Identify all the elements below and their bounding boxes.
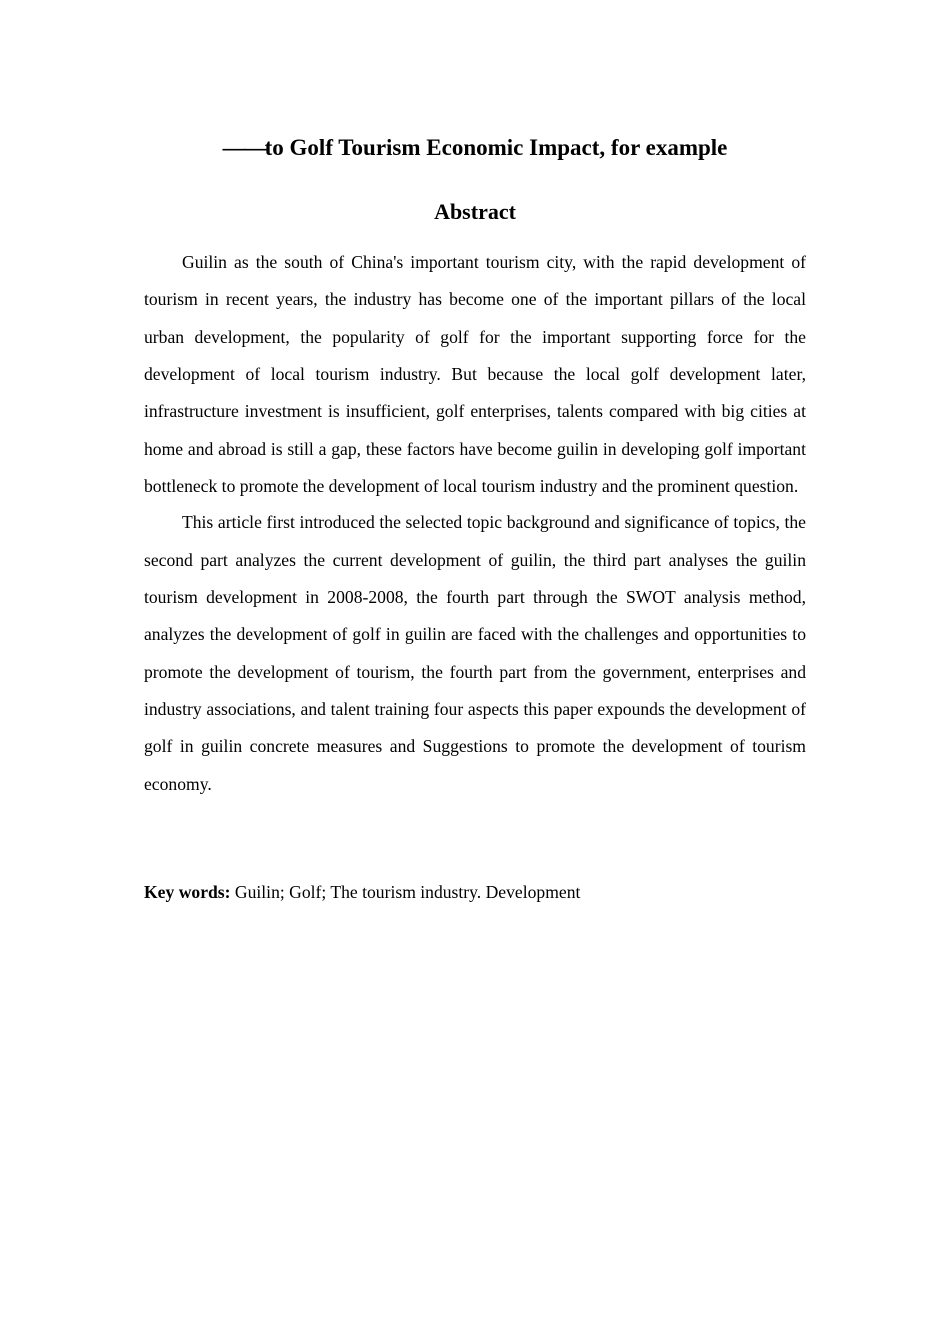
abstract-paragraph-2: This article first introduced the selected topic background and significance of topics, the second part analyzes the current development of guilin, the third part analyses the guilin tourism development in 2008-2008, the fourth part through the SWOT analysis method, analyzes the development of golf in guilin are faced with the challenges and opportunities to promote the development of tourism, the fourth part from the government, enterprises and industry associations, and talent training four aspects this paper expounds the development of golf in guilin concrete measures and Suggestions to promote the development of tourism economy. (144, 512, 806, 794)
subtitle-dash: —— (222, 135, 265, 160)
abstract-body (144, 244, 806, 803)
abstract-heading: Abstract (434, 199, 516, 224)
keywords-line (144, 874, 806, 911)
keywords-label: Key words: (144, 882, 231, 902)
abstract-paragraph-1: Guilin as the south of China's important tourism city, with the rapid development of tourism in recent years, the industry has become one of the important pillars of the local urban development, the popularity of golf for the important supporting force for the development of local tourism industry. But because the local golf development later, infrastructure investment is insufficient, golf enterprises, talents compared with big cities at home and abroad is still a gap, these factors have become guilin in developing golf important bottleneck to promote the development of local tourism industry and the prominent question. (144, 252, 806, 497)
keywords-value: Guilin; Golf; The tourism industry. Development (230, 882, 581, 902)
subtitle-text: to Golf Tourism Economic Impact, for example (264, 135, 728, 160)
document-subtitle (0, 130, 950, 166)
